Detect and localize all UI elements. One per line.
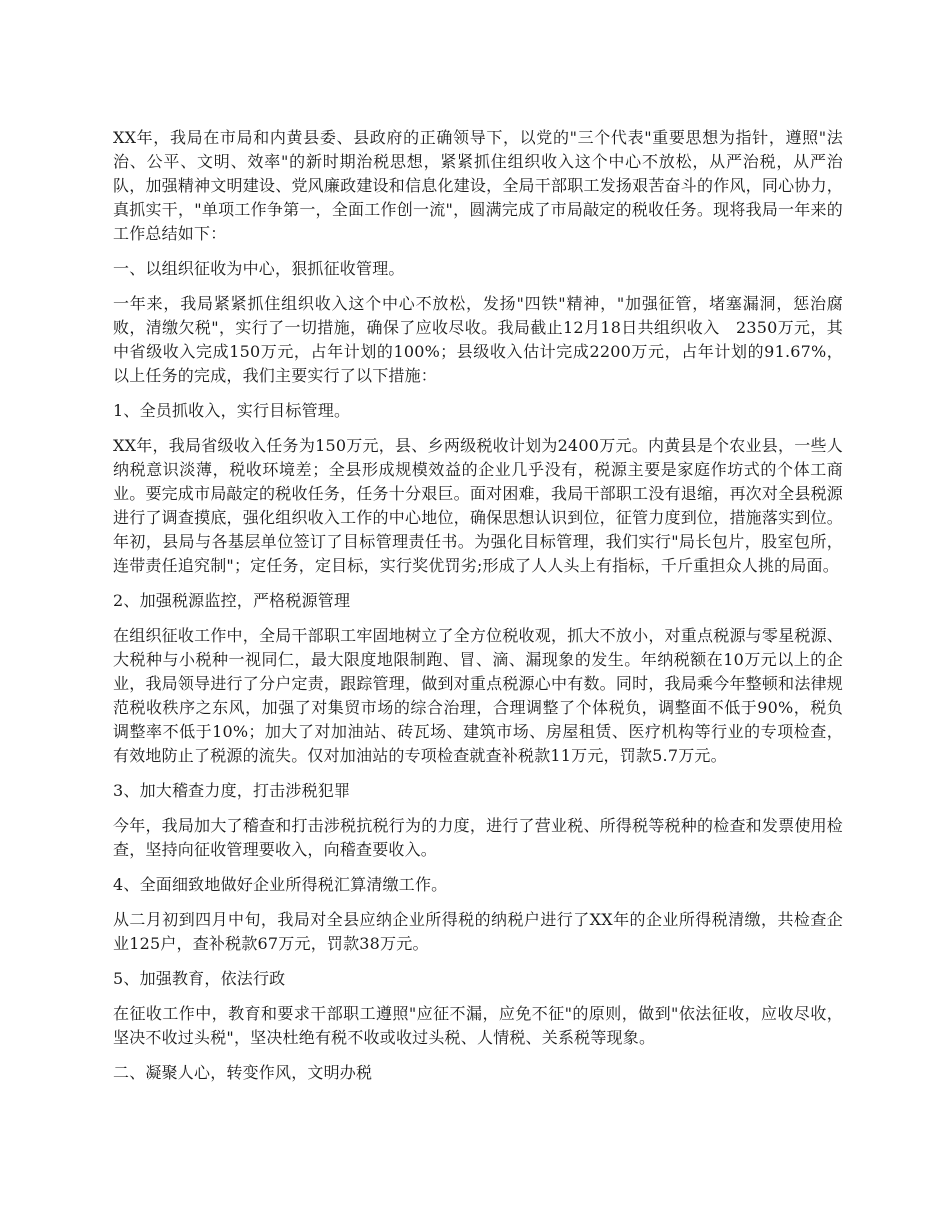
subsection-1-paragraph: XX年，我局省级收入任务为150万元，县、乡两级税收计划为2400万元。内黄县是个农业县，一些人纳税意识淡薄，税收环境差；全县形成规模效益的企业几乎没有，税源主要是家庭作坊式的个体工商业。要完成市局敲定的税收任务，任务十分艰巨。面对困难，我局干部职工没有退缩，再次对全县税源进行了调查摸底，强化组织收入工作的中心地位，确保思想认识到位，征管力度到位，措施落实到位。年初，县局与各基层单位签订了目标管理责任书。为强化目标管理，我们实行"局长包片，股室包所，连带责任追究制"；定任务，定目标，实行奖优罚劣;形成了人人头上有指标，千斤重担众人挑的局面。 — [113, 436, 843, 575]
subheading-1: 1、全员抓收入，实行目标管理。 — [113, 401, 351, 420]
subheading-5: 5、加强教育，依法行政 — [113, 969, 286, 988]
subsection-5-paragraph: 在征收工作中，教育和要求干部职工遵照"应征不漏，应免不征"的原则，做到"依法征收，应收尽收，坚决不收过头税"，坚决杜绝有税不收或收过头税、人情税、关系税等现象。 — [113, 1004, 843, 1047]
document-body — [113, 126, 843, 1096]
section-heading-2: 二、凝聚人心，转变作风，文明办税 — [113, 1063, 373, 1082]
subsection-4-paragraph: 从二月初到四月中旬，我局对全县应纳企业所得税的纳税户进行了XX年的企业所得税清缴，共检查企业125户，查补税款67万元，罚款38万元。 — [113, 910, 843, 953]
subsection-3-paragraph: 今年，我局加大了稽查和打击涉税抗税行为的力度，进行了营业税、所得税等税种的检查和发票使用检查，坚持向征收管理要收入，向稽查要收入。 — [113, 816, 843, 859]
intro-paragraph: XX年，我局在市局和内黄县委、县政府的正确领导下，以党的"三个代表"重要思想为指针，遵照"法治、公平、文明、效率"的新时期治税思想，紧紧抓住组织收入这个中心不放松，从严治税，从严治队，加强精神文明建设、党风廉政建设和信息化建设，全局干部职工发扬艰苦奋斗的作风，同心协力，真抓实干，"单项工作争第一，全面工作创一流"，圆满完成了市局敲定的税收任务。现将我局一年来的工作总结如下： — [113, 128, 843, 243]
section-1-paragraph: 一年来，我局紧紧抓住组织收入这个中心不放松，发扬"四铁"精神，"加强征管，堵塞漏洞，惩治腐败，清缴欠税"，实行了一切措施，确保了应收尽收。我局截止12月18日共组织收入 2350万元，其中省级收入完成150万元，占年计划的100%；县级收入估计完成2200万元，占年计划的91.67%，以上任务的完成，我们主要实行了以下措施： — [113, 294, 843, 385]
subheading-2: 2、加强税源监控，严格税源管理 — [113, 591, 351, 610]
section-heading-1: 一、以组织征收为中心，狠抓征收管理。 — [113, 259, 405, 278]
subheading-4: 4、全面细致地做好企业所得税汇算清缴工作。 — [113, 875, 448, 894]
subsection-2-paragraph: 在组织征收工作中，全局干部职工牢固地树立了全方位税收观，抓大不放小，对重点税源与零星税源、大税种与小税种一视同仁，最大限度地限制跑、冒、滴、漏现象的发生。年纳税额在10万元以上的企业，我局领导进行了分户定责，跟踪管理，做到对重点税源心中有数。同时，我局乘今年整顿和法律规范税收秩序之东风，加强了对集贸市场的综合治理，合理调整了个体税负，调整面不低于90%，税负调整率不低于10%；加大了对加油站、砖瓦场、建筑市场、房屋租赁、医疗机构等行业的专项检查，有效地防止了税源的流失。仅对加油站的专项检查就查补税款11万元，罚款5.7万元。 — [113, 626, 843, 765]
subheading-3: 3、加大稽查力度，打击涉税犯罪 — [113, 781, 351, 800]
